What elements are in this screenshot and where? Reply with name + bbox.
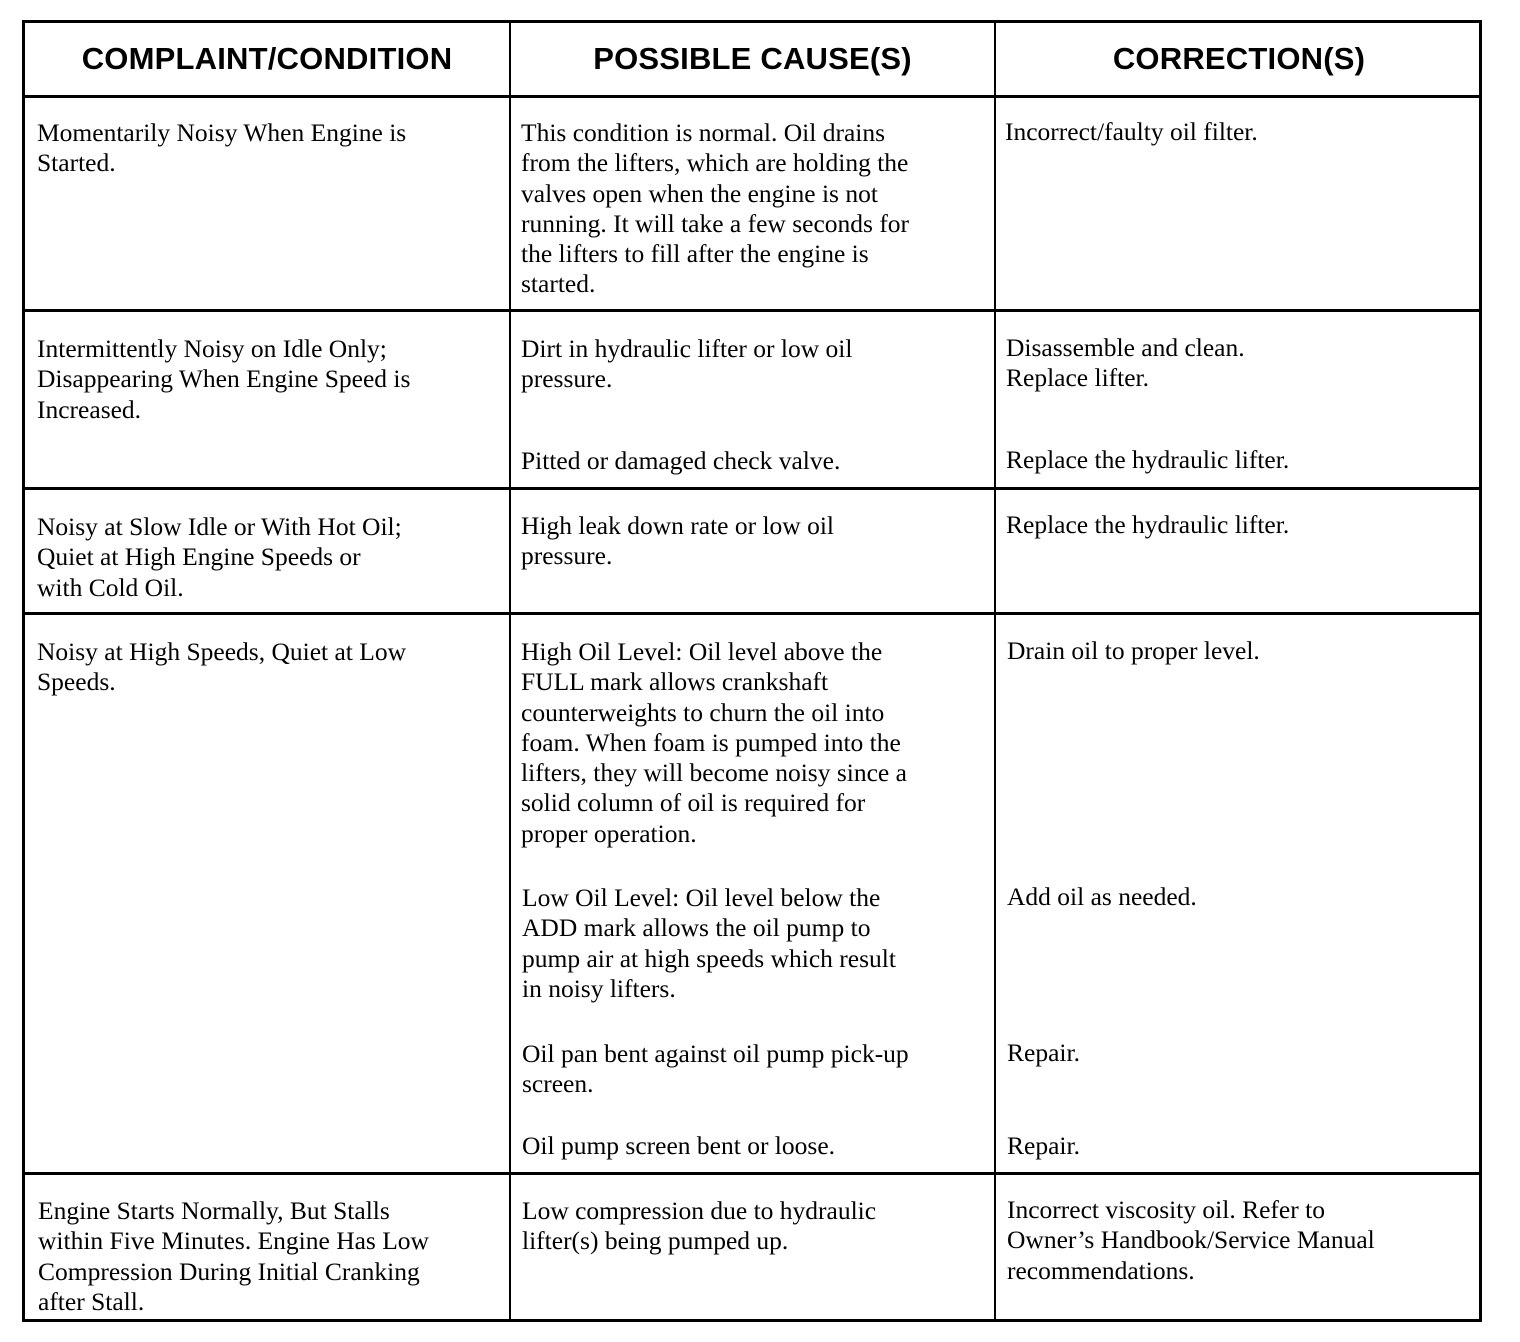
row-2-complaint: Intermittently Noisy on Idle Only; Disappearing When Engine Speed is Increased.: [37, 334, 411, 424]
row-4-correction-1: Drain oil to proper level.: [1007, 636, 1260, 665]
row-5-correction: Incorrect viscosity oil. Refer to Owner’s Handbook/Service Manual recommendations.: [1007, 1195, 1375, 1285]
row-4-correction-4: Repair.: [1007, 1131, 1080, 1160]
row-1-correction: Incorrect/faulty oil filter.: [1005, 117, 1258, 146]
row-1-cause: This condition is normal. Oil drains from the lifters, which are holding the valves open when the engine is not running. It will take a few seconds for the lifters to fill after the engine is started.: [521, 118, 910, 299]
row-2-cause-2: Pitted or damaged check valve.: [521, 446, 841, 475]
row-2-cause-1: Dirt in hydraulic lifter or low oil pressure.: [521, 334, 853, 394]
header-divider: [25, 95, 1479, 98]
row-4-cause-1: High Oil Level: Oil level above the FULL mark allows crankshaft counterweights to churn the oil into foam. When foam is pumped into the lifters, they will become noisy since a solid column of oil is required for proper operation.: [521, 637, 907, 848]
row-4-cause-2: Low Oil Level: Oil level below the ADD mark allows the oil pump to pump air at high speeds which result in noisy lifters.: [522, 883, 896, 1003]
row-divider: [25, 1172, 1479, 1175]
row-3-complaint: Noisy at Slow Idle or With Hot Oil; Quiet at High Engine Speeds or with Cold Oil.: [37, 512, 402, 602]
row-4-complaint: Noisy at High Speeds, Quiet at Low Speeds.: [37, 637, 406, 697]
row-5-cause: Low compression due to hydraulic lifter(s) being pumped up.: [522, 1196, 877, 1256]
header-complaint: COMPLAINT/CONDITION: [81, 41, 453, 76]
row-5-complaint: Engine Starts Normally, But Stalls within Five Minutes. Engine Has Low Compression During Initial Cranking after Stall.: [38, 1196, 429, 1316]
row-divider: [25, 487, 1479, 490]
row-divider: [25, 612, 1479, 615]
row-1-complaint: Momentarily Noisy When Engine is Started.: [37, 118, 407, 178]
row-4-correction-3: Repair.: [1007, 1038, 1080, 1067]
troubleshooting-table: [22, 20, 1482, 1322]
row-3-cause: High leak down rate or low oil pressure.: [521, 511, 835, 571]
column-divider: [994, 23, 996, 1319]
row-4-cause-3: Oil pan bent against oil pump pick-up screen.: [522, 1039, 909, 1099]
row-2-correction-2: Replace the hydraulic lifter.: [1006, 445, 1290, 474]
row-4-cause-4: Oil pump screen bent or loose.: [522, 1131, 836, 1160]
header-cause: POSSIBLE CAUSE(S): [593, 41, 912, 76]
header-correction: CORRECTION(S): [1112, 41, 1366, 76]
column-divider: [509, 23, 511, 1319]
row-2-correction-1: Disassemble and clean. Replace lifter.: [1006, 333, 1245, 393]
row-3-correction: Replace the hydraulic lifter.: [1006, 510, 1290, 539]
row-4-correction-2: Add oil as needed.: [1007, 882, 1197, 911]
row-divider: [25, 309, 1479, 312]
